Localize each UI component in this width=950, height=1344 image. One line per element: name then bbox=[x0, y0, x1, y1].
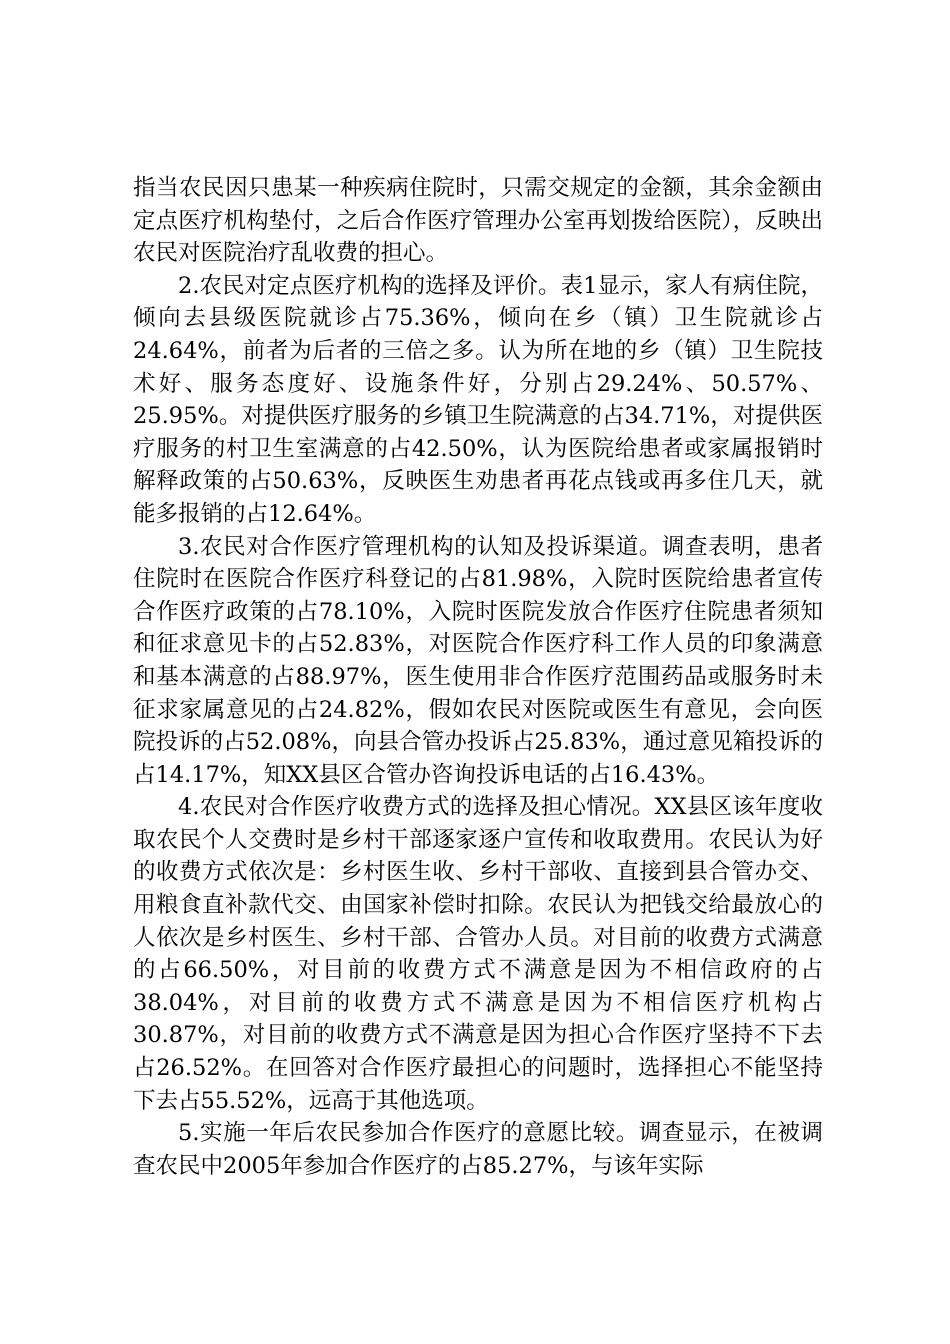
paragraph-section-5: 5.实施一年后农民参加合作医疗的意愿比较。调查显示，在被调查农民中2005年参加合作医疗的占85.27%，与该年实际 bbox=[133, 1120, 823, 1179]
paragraph-section-2: 2.农民对定点医疗机构的选择及评价。表1显示，家人有病住院，倾向去县级医院就诊占75.36%，倾向在乡（镇）卫生院就诊占24.64%，前者为后者的三倍之多。认为所在地的乡（镇）卫生院技术好、服务态度好、设施条件好，分别占29.24%、50.57%、25.95%。对提供医疗服务的乡镇卫生院满意的占34.71%，对提供医疗服务的村卫生室满意的占42.50%，认为医院给患者或家属报销时解释政策的占50.63%，反映医生劝患者再花点钱或再多住几天，就能多报销的占12.64%。 bbox=[133, 272, 823, 527]
paragraph-continuation: 指当农民因只患某一种疾病住院时，只需交规定的金额，其余金额由定点医疗机构垫付，之后合作医疗管理办公室再划拨给医院），反映出农民对医院治疗乱收费的担心。 bbox=[133, 175, 823, 267]
paragraph-section-4: 4.农民对合作医疗收费方式的选择及担心情况。XX县区该年度收取农民个人交费时是乡村干部逐家逐户宣传和收取费用。农民认为好的收费方式依次是：乡村医生收、乡村干部收、直接到县合管办交、用粮食直补款代交、由国家补偿时扣除。农民认为把钱交给最放心的人依次是乡村医生、乡村干部、合管办人员。对目前的收费方式满意的占66.50%，对目前的收费方式不满意是因为不相信政府的占38.04%，对目前的收费方式不满意是因为不相信医疗机构占30.87%，对目前的收费方式不满意是因为担心合作医疗坚持不下去占26.52%。在回答对合作医疗最担心的问题时，选择担心不能坚持下去占55.52%，远高于其他选项。 bbox=[133, 794, 823, 1114]
paragraph-section-3: 3.农民对合作医疗管理机构的认知及投诉渠道。调查表明，患者住院时在医院合作医疗科登记的占81.98%，入院时医院给患者宣传合作医疗政策的占78.10%，入院时医院发放合作医疗住院患者须知和征求意见卡的占52.83%，对医院合作医疗科工作人员的印象满意和基本满意的占88.97%，医生使用非合作医疗范围药品或服务时未征求家属意见的占24.82%，假如农民对医院或医生有意见，会向医院投诉的占52.08%，向县合管办投诉占25.83%，通过意见箱投诉的占14.17%，知XX县区合管办咨询投诉电话的占16.43%。 bbox=[133, 533, 823, 788]
document-page bbox=[133, 172, 823, 1182]
